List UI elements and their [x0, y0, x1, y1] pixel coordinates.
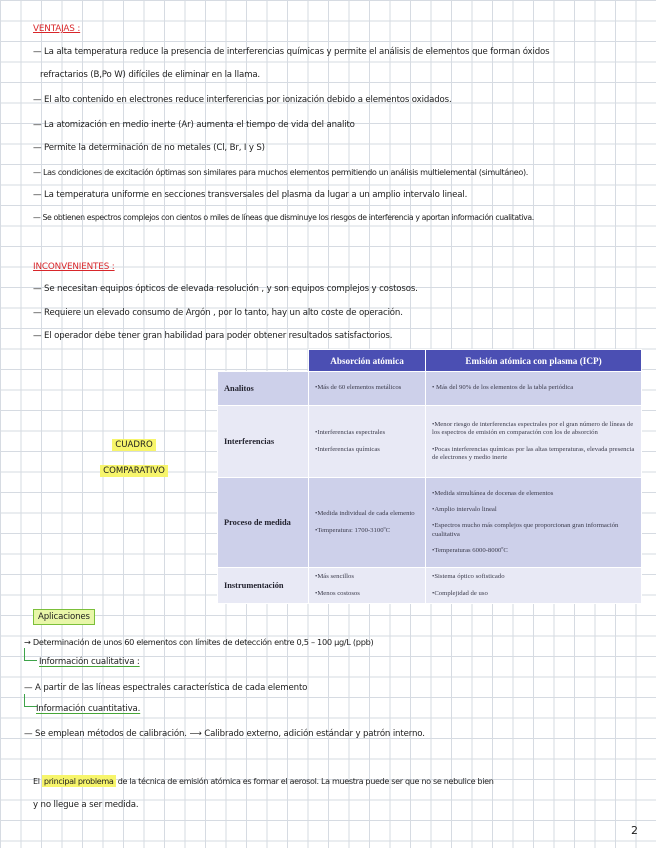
aplicaciones-heading: [33, 612, 95, 622]
cell-aa: [309, 406, 426, 478]
ventajas-item: — La temperatura uniforme en secciones transversales del plasma da lugar a un amplio intervalo lineal.: [33, 190, 468, 200]
cell-icp: [426, 372, 642, 406]
table-row: [218, 372, 642, 406]
ventajas-item: — Se obtienen espectros complejos con cientos o miles de líneas que disminuye los riesgos de interferencia y aportan información cualitativa.: [33, 213, 534, 222]
cell-text: •Pocas interferencias químicas por las altas temperaturas, elevada presencia de electrones y medio inerte: [432, 445, 635, 461]
problema-highlight: principal problema: [43, 776, 114, 786]
row-label-proceso: Proceso de medida: [218, 478, 309, 568]
problema-text: de la técnica de emisión atómica es formar el aerosol. La muestra puede ser que no se nebulice bien: [117, 776, 494, 786]
cell-aa: [309, 372, 426, 406]
cell-text: • Más del 90% de los elementos de la tabla periódica: [432, 384, 574, 392]
cell-text: •Complejidad de uso: [432, 589, 488, 597]
cell-aa: [309, 478, 426, 568]
cell-text: •Más de 60 elementos metálicos: [315, 384, 402, 392]
green-bracket-mark: [24, 648, 37, 661]
cell-text: •Amplio intervalo lineal: [432, 505, 497, 513]
cell-text: •Medida individual de cada elemento: [315, 510, 415, 518]
ventajas-item: — La atomización en medio inerte (Ar) aumenta el tiempo de vida del analito: [33, 120, 355, 130]
cell-aa: [309, 568, 426, 604]
row-label-analitos: Analitos: [218, 372, 309, 406]
ventajas-item: — El alto contenido en electrones reduce interferencias por ionización debido a elementos oxidados.: [33, 95, 452, 105]
ventajas-item: — La alta temperatura reduce la presencia de interferencias químicas y permite el análisis de elementos que forman óxidos: [33, 47, 550, 57]
inconvenientes-item: — Requiere un elevado consumo de Argón , por lo tanto, hay un alto coste de operación.: [33, 308, 403, 318]
cell-icp: [426, 406, 642, 478]
cell-text: •Más sencillos: [315, 573, 354, 581]
cell-text: •Menos costosos: [315, 589, 360, 597]
cell-text: •Medida simultánea de docenas de elementos: [432, 489, 554, 497]
page-number: 2: [631, 824, 638, 837]
aplicaciones-line: — A partir de las líneas espectrales característica de cada elemento: [24, 683, 308, 693]
table-header-icp: Emisión atómica con plasma (ICP): [426, 350, 642, 372]
aplicaciones-heading-text: Aplicaciones: [33, 609, 95, 625]
ventajas-item: refractarios (B,Po W) difíciles de eliminar en la llama.: [40, 70, 261, 80]
cell-icp: [426, 568, 642, 604]
cell-text: •Menor riesgo de interferencias espectrales por el gran número de líneas de los espectros de emisión en comparación con los de absorción: [432, 420, 634, 437]
cuadro-comparativo-label: [96, 432, 172, 484]
ventajas-item: — Las condiciones de excitación óptimas son similares para muchos elementos permitiendo un análisis multielemental (simultáneo).: [33, 167, 529, 177]
aplicaciones-line: — Se emplean métodos de calibración. ⟶ Calibrado externo, adición estándar y patrón interno.: [24, 729, 425, 739]
side-label-line1: CUADRO: [112, 439, 156, 451]
table-row: [218, 406, 642, 478]
cell-icp: [426, 478, 642, 568]
inconvenientes-item: — El operador debe tener gran habilidad para poder obtener resultados satisfactorios.: [33, 331, 393, 341]
inconvenientes-item: — Se necesitan equipos ópticos de elevada resolución , y son equipos complejos y costosos.: [33, 284, 418, 294]
cell-text: •Espectros mucho más complejos que proporcionan gran información cualitativa: [432, 522, 619, 538]
table-row: [218, 568, 642, 604]
inconvenientes-heading: INCONVENIENTES :: [33, 262, 115, 272]
table-header-aa: Absorción atómica: [309, 350, 426, 372]
table-row: [218, 478, 642, 568]
problema-prefix: El: [33, 776, 40, 786]
ventajas-item: — Permite la determinación de no metales (Cl, Br, I y S): [33, 143, 265, 153]
comparison-table: [217, 349, 642, 604]
info-cualitativa: Información cualitativa :: [39, 657, 140, 667]
cell-text: •Interferencias espectrales: [315, 429, 386, 437]
problema-line-2: y no llegue a ser medida.: [33, 800, 139, 810]
aplicaciones-line: → Determinación de unos 60 elementos con límites de detección entre 0,5 – 100 µg/L (ppb): [24, 637, 374, 647]
cell-text: •Temperaturas 6000-8000ºC: [432, 547, 508, 555]
row-label-instrumentacion: Instrumentación: [218, 568, 309, 604]
info-cuantitativa: Información cuantitativa.: [36, 704, 141, 714]
ventajas-heading: VENTAJAS :: [33, 24, 81, 34]
row-label-interferencias: Interferencias: [218, 406, 309, 478]
side-label-line2: COMPARATIVO: [100, 465, 168, 477]
cell-text: •Temperatura: 1700-3100ºC: [315, 526, 391, 534]
cell-text: •Sistema óptico sofisticado: [432, 573, 505, 581]
cell-text: •Interferencias químicas: [315, 445, 380, 453]
problema-line-1: [33, 776, 494, 786]
table-header-empty: [218, 350, 309, 372]
